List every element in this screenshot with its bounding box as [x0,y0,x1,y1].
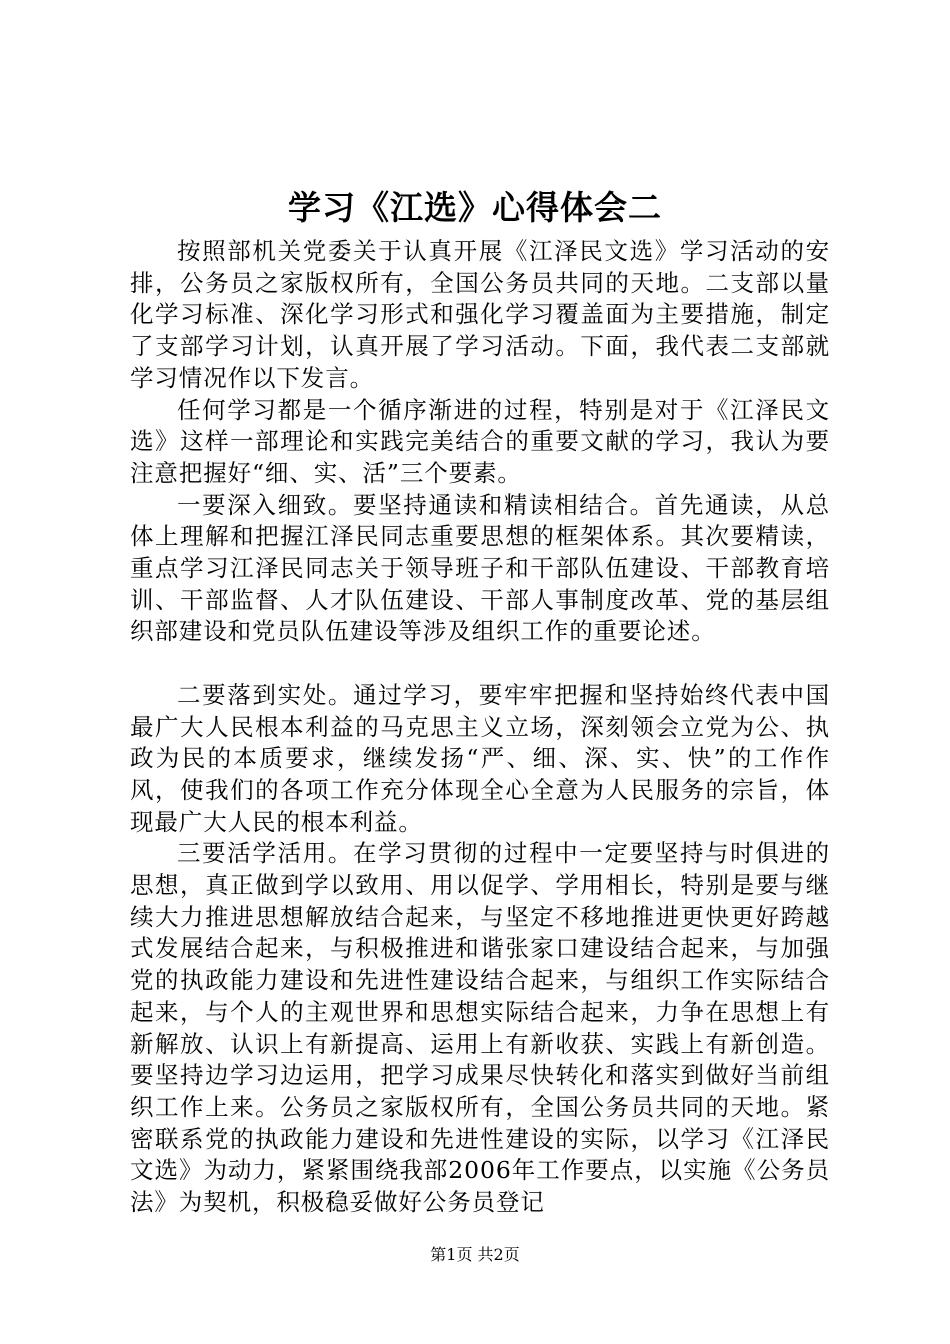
page-number-footer: 第1页 共2页 [430,1245,520,1264]
paragraph-point-two: 二要落到实处。通过学习，要牢牢把握和坚持始终代表中国最广大人民根本利益的马克思主义立场，深刻领会立党为公、执政为民的本质要求，继续发扬“严、细、深、实、快”的工作作风，使我们的各项工作充分体现全心全意为人民服务的宗旨，体现最广大人民的根本利益。 [130,680,830,836]
paragraph-three-elements: 任何学习都是一个循序渐进的过程，特别是对于《江泽民文选》这样一部理论和实践完美结合的重要文献的学习，我认为要注意把握好“细、实、活”三个要素。 [130,395,830,487]
document-body [130,236,830,1219]
paragraph-point-three: 三要活学活用。在学习贯彻的过程中一定要坚持与时俱进的思想，真正做到学以致用、用以促学、学用相长，特别是要与继续大力推进思想解放结合起来，与坚定不移地推进更快更好跨越式发展结合起来，与积极推进和谐张家口建设结合起来，与加强党的执政能力建设和先进性建设结合起来，与组织工作实际结合起来，与个人的主观世界和思想实际结合起来，力争在思想上有新解放、认识上有新提高、运用上有新收获、实践上有新创造。要坚持边学习边运用，把学习成果尽快转化和落实到做好当前组织工作上来。公务员之家版权所有，全国公务员共同的天地。紧密联系党的执政能力建设和先进性建设的实际，以学习《江泽民文选》为动力，紧紧围绕我部2006年工作要点，以实施《公务员法》为契机，积极稳妥做好公务员登记 [130,839,830,1217]
document-title: 学习《江选》心得体会二 [288,188,662,227]
paragraph-intro: 按照部机关党委关于认真开展《江泽民文选》学习活动的安排，公务员之家版权所有，全国公务员共同的天地。二支部以量化学习标准、深化学习形式和强化学习覆盖面为主要措施，制定了支部学习计划，认真开展了学习活动。下面，我代表二支部就学习情况作以下发言。 [130,237,830,392]
paragraph-point-one: 一要深入细致。要坚持通读和精读相结合。首先通读，从总体上理解和把握江泽民同志重要思想的框架体系。其次要精读，重点学习江泽民同志关于领导班子和干部队伍建设、干部教育培训、干部监督、人才队伍建设、干部人事制度改革、党的基层组织部建设和党员队伍建设等涉及组织工作的重要论述。 [130,490,830,646]
